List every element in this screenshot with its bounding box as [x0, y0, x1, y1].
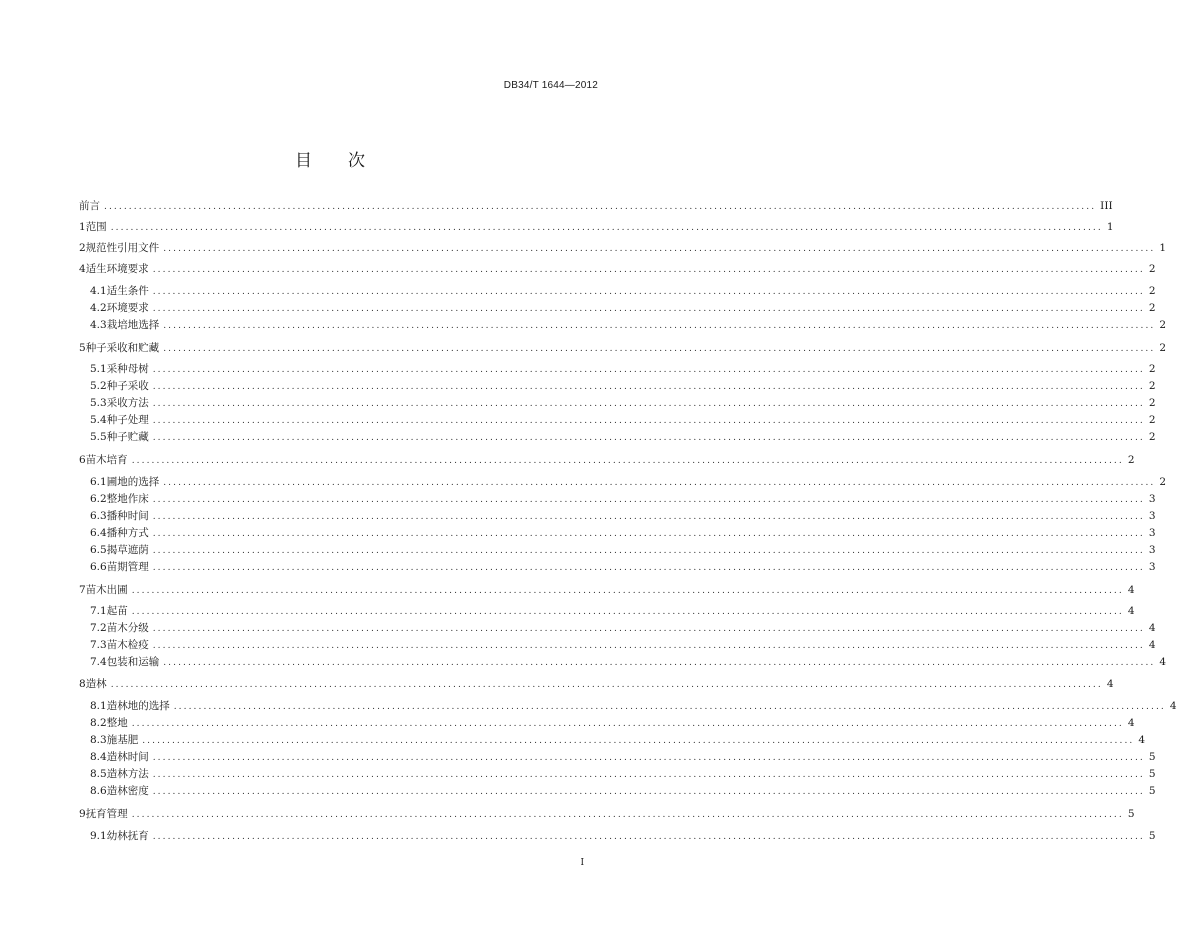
toc-leader-dots: ........................................................................................................................................................................................................: [152, 433, 1145, 443]
toc-leader-dots: ........................................................................................................................................................................................................: [152, 416, 1145, 426]
toc-entry-number: 4: [79, 263, 86, 275]
toc-entry-page: 4: [1138, 734, 1146, 746]
page-number: I: [580, 858, 584, 868]
toc-entry[interactable]: [79, 240, 1167, 257]
toc-entry[interactable]: [90, 620, 1156, 637]
toc-entry-page: 2: [1148, 414, 1156, 426]
toc-leader-dots: ........................................................................................................................................................................................................: [104, 202, 1097, 212]
toc-entry-page: 4: [1127, 584, 1135, 596]
toc-leader-dots: ........................................................................................................................................................................................................: [152, 753, 1145, 763]
toc-entry-number: 8.6: [90, 785, 107, 797]
toc-entry-number: 8.3: [90, 734, 107, 746]
toc-entry-label: 栽培地选择: [106, 319, 160, 331]
toc-entry-number: 2: [79, 242, 86, 254]
toc-entry-number: 6.5: [90, 544, 107, 556]
title-right-char: 次: [348, 151, 367, 171]
toc-leader-dots: ........................................................................................................................................................................................................: [152, 365, 1145, 375]
toc-entry-number: 8.2: [90, 717, 107, 729]
toc-entry-label: 抚育管理: [85, 808, 128, 820]
toc-entry[interactable]: [90, 474, 1167, 491]
toc-entry-page: 5: [1148, 830, 1156, 842]
toc-entry-number: 7.2: [90, 622, 107, 634]
toc-entry[interactable]: [90, 783, 1156, 800]
toc-entry-label: 苗木培育: [85, 454, 128, 466]
toc-entry-label: 种子采收: [106, 380, 149, 392]
toc-leader-dots: ........................................................................................................................................................................................................: [152, 529, 1145, 539]
toc-entry[interactable]: [90, 300, 1156, 317]
toc-entry-label: 造林时间: [106, 751, 149, 763]
toc-leader-dots: ........................................................................................................................................................................................................: [152, 265, 1145, 275]
toc-leader-dots: ........................................................................................................................................................................................................: [152, 495, 1145, 505]
toc-leader-dots: ........................................................................................................................................................................................................: [163, 244, 1156, 254]
toc-entry-page: 4: [1148, 622, 1156, 634]
toc-entry-number: 1: [79, 221, 86, 233]
toc-leader-dots: ........................................................................................................................................................................................................: [131, 456, 1124, 466]
toc-leader-dots: ........................................................................................................................................................................................................: [110, 680, 1103, 690]
toc-entry-label: 包装和运输: [106, 656, 160, 668]
toc-entry-page: 2: [1127, 454, 1135, 466]
toc-entry-page: 4: [1159, 656, 1167, 668]
toc-entry-number: 5.3: [90, 397, 107, 409]
toc-leader-dots: ........................................................................................................................................................................................................: [152, 399, 1145, 409]
toc-entry-label: 造林密度: [106, 785, 149, 797]
toc-entry-page: 4: [1127, 717, 1135, 729]
document-code: DB34/T 1644—2012: [503, 80, 598, 91]
toc-entry-number: 4.2: [90, 302, 107, 314]
toc-entry[interactable]: [90, 542, 1156, 559]
toc-entry-label: 环境要求: [106, 302, 149, 314]
toc-entry-label: 适生条件: [106, 285, 149, 297]
toc-entry-page: 5: [1127, 808, 1135, 820]
toc-entry-page: 1: [1106, 221, 1114, 233]
toc-entry[interactable]: [79, 676, 1114, 693]
toc-entry[interactable]: [79, 806, 1135, 823]
toc-entry-number: 7.3: [90, 639, 107, 651]
toc-entry-label: 幼林抚育: [106, 830, 149, 842]
toc-entry-page: 4: [1148, 639, 1156, 651]
toc-entry-page: 3: [1148, 493, 1156, 505]
toc-entry-number: 6.2: [90, 493, 107, 505]
toc-entry-page: 2: [1148, 397, 1156, 409]
toc-entry-label: 起苗: [106, 605, 128, 617]
toc-entry-page: 1: [1159, 242, 1167, 254]
toc-leader-dots: ........................................................................................................................................................................................................: [142, 736, 1135, 746]
toc-leader-dots: ........................................................................................................................................................................................................: [131, 586, 1124, 596]
toc-leader-dots: ........................................................................................................................................................................................................: [163, 658, 1156, 668]
toc-entry[interactable]: [90, 559, 1156, 576]
toc-entry-label: 采种母树: [106, 363, 149, 375]
toc-entry-number: 8.1: [90, 700, 107, 712]
toc-leader-dots: ........................................................................................................................................................................................................: [152, 287, 1145, 297]
toc-entry[interactable]: [90, 283, 1156, 300]
toc-entry-page: 4: [1127, 605, 1135, 617]
toc-leader-dots: ........................................................................................................................................................................................................: [152, 382, 1145, 392]
toc-entry-label: 圃地的选择: [106, 476, 160, 488]
toc-entry-number: 6.1: [90, 476, 107, 488]
toc-entry-page: 2: [1148, 380, 1156, 392]
toc-leader-dots: ........................................................................................................................................................................................................: [152, 624, 1145, 634]
toc-entry[interactable]: [90, 637, 1156, 654]
toc-entry-page: 2: [1148, 302, 1156, 314]
toc-leader-dots: ........................................................................................................................................................................................................: [110, 223, 1103, 233]
toc-leader-dots: ........................................................................................................................................................................................................: [173, 702, 1166, 712]
toc-entry-label: 前言: [79, 200, 100, 212]
toc-entry[interactable]: [90, 766, 1156, 783]
toc-entry-label: 种子处理: [106, 414, 149, 426]
toc-entry-page: 2: [1159, 342, 1167, 354]
toc-entry-number: 9.1: [90, 830, 107, 842]
toc-entry[interactable]: [90, 412, 1156, 429]
toc-leader-dots: ........................................................................................................................................................................................................: [152, 787, 1145, 797]
toc-entry-page: 4: [1169, 700, 1177, 712]
toc-entry-page: 3: [1148, 561, 1156, 573]
toc-entry-label: 适生环境要求: [85, 263, 149, 275]
toc-entry-page: 5: [1148, 768, 1156, 780]
toc-entry-label: 规范性引用文件: [85, 242, 160, 254]
toc-leader-dots: ........................................................................................................................................................................................................: [152, 512, 1145, 522]
toc-leader-dots: ........................................................................................................................................................................................................: [152, 546, 1145, 556]
toc-entry-number: 7.4: [90, 656, 107, 668]
toc-entry[interactable]: [90, 828, 1156, 845]
toc-entry[interactable]: [79, 261, 1156, 278]
toc-leader-dots: ........................................................................................................................................................................................................: [131, 810, 1124, 820]
toc-entry[interactable]: [90, 525, 1156, 542]
toc-leader-dots: ........................................................................................................................................................................................................: [163, 478, 1156, 488]
toc-leader-dots: ........................................................................................................................................................................................................: [152, 770, 1145, 780]
toc-entry-label: 造林方法: [106, 768, 149, 780]
title-left-char: 目: [295, 151, 314, 171]
toc-entry-number: 4.3: [90, 319, 107, 331]
toc-entry-number: 5.2: [90, 380, 107, 392]
toc-entry-number: 6.4: [90, 527, 107, 539]
toc-entry[interactable]: [90, 654, 1167, 671]
toc-leader-dots: ........................................................................................................................................................................................................: [152, 304, 1145, 314]
toc-entry[interactable]: [90, 317, 1167, 334]
toc-entry-number: 6.3: [90, 510, 107, 522]
toc-entry-number: 4.1: [90, 285, 107, 297]
toc-entry-number: 5.5: [90, 431, 107, 443]
toc-entry[interactable]: [90, 732, 1146, 749]
toc-entry[interactable]: [90, 491, 1156, 508]
toc-entry-label: 种子贮藏: [106, 431, 149, 443]
toc-entry-label: 苗木检疫: [106, 639, 149, 651]
toc-leader-dots: ........................................................................................................................................................................................................: [131, 607, 1124, 617]
toc-entry[interactable]: [90, 715, 1135, 732]
toc-entry-label: 揭草遮荫: [106, 544, 149, 556]
toc-entry[interactable]: [79, 582, 1135, 599]
toc-entry[interactable]: [90, 603, 1135, 620]
toc-entry-page: 2: [1159, 476, 1167, 488]
toc-entry-number: 8: [79, 678, 86, 690]
toc-entry-label: 施基肥: [106, 734, 139, 746]
toc-entry-page: 5: [1148, 751, 1156, 763]
toc-entry-page: 2: [1159, 319, 1167, 331]
toc-leader-dots: ........................................................................................................................................................................................................: [163, 344, 1156, 354]
toc-leader-dots: ........................................................................................................................................................................................................: [152, 641, 1145, 651]
toc-entry-number: 5.1: [90, 363, 107, 375]
toc-entry-label: 苗期管理: [106, 561, 149, 573]
toc-leader-dots: ........................................................................................................................................................................................................: [163, 321, 1156, 331]
toc-entry-number: 8.4: [90, 751, 107, 763]
toc-entry-page: 3: [1148, 510, 1156, 522]
toc-leader-dots: ........................................................................................................................................................................................................: [152, 832, 1145, 842]
toc-entry-number: 7.1: [90, 605, 107, 617]
toc-entry-label: 采收方法: [106, 397, 149, 409]
toc-entry-label: 苗木出圃: [85, 584, 128, 596]
toc-entry-number: 9: [79, 808, 86, 820]
toc-entry-number: 5: [79, 342, 86, 354]
toc-entry-page: 2: [1148, 363, 1156, 375]
toc-entry[interactable]: [90, 429, 1156, 446]
toc-entry[interactable]: [79, 452, 1135, 469]
toc-entry-label: 整地作床: [106, 493, 149, 505]
toc-entry-page: 3: [1148, 544, 1156, 556]
toc-entry-number: 7: [79, 584, 86, 596]
toc-entry[interactable]: [79, 219, 1114, 236]
toc-entry-label: 造林地的选择: [106, 700, 170, 712]
toc-entry-page: 5: [1148, 785, 1156, 797]
toc-leader-dots: ........................................................................................................................................................................................................: [131, 719, 1124, 729]
toc-entry-page: 4: [1106, 678, 1114, 690]
toc-entry-page: 2: [1148, 285, 1156, 297]
toc-entry[interactable]: [90, 749, 1156, 766]
toc-entry-number: 6.6: [90, 561, 107, 573]
toc-entry-page: 2: [1148, 431, 1156, 443]
toc-entry-label: 播种方式: [106, 527, 149, 539]
toc-entry-label: 范围: [85, 221, 107, 233]
toc-entry-label: 种子采收和贮藏: [85, 342, 160, 354]
toc-entry[interactable]: [90, 361, 1156, 378]
toc-entry-number: 5.4: [90, 414, 107, 426]
toc-entry-label: 苗木分级: [106, 622, 149, 634]
toc-entry-page: 3: [1148, 527, 1156, 539]
toc-entry-number: 6: [79, 454, 86, 466]
toc-entry[interactable]: [90, 395, 1156, 412]
page-title: [0, 146, 662, 171]
toc-entry-label: 造林: [85, 678, 107, 690]
toc-entry-page: 2: [1148, 263, 1156, 275]
toc-entry[interactable]: [90, 508, 1156, 525]
toc-leader-dots: ........................................................................................................................................................................................................: [152, 563, 1145, 573]
toc-entry-number: 8.5: [90, 768, 107, 780]
toc-entry[interactable]: [79, 340, 1167, 357]
toc-entry[interactable]: [90, 698, 1177, 715]
toc-entry-page: III: [1100, 200, 1113, 212]
toc-entry-label: 整地: [106, 717, 128, 729]
toc-entry-label: 播种时间: [106, 510, 149, 522]
toc-entry[interactable]: [79, 198, 1113, 215]
toc-entry[interactable]: [90, 378, 1156, 395]
